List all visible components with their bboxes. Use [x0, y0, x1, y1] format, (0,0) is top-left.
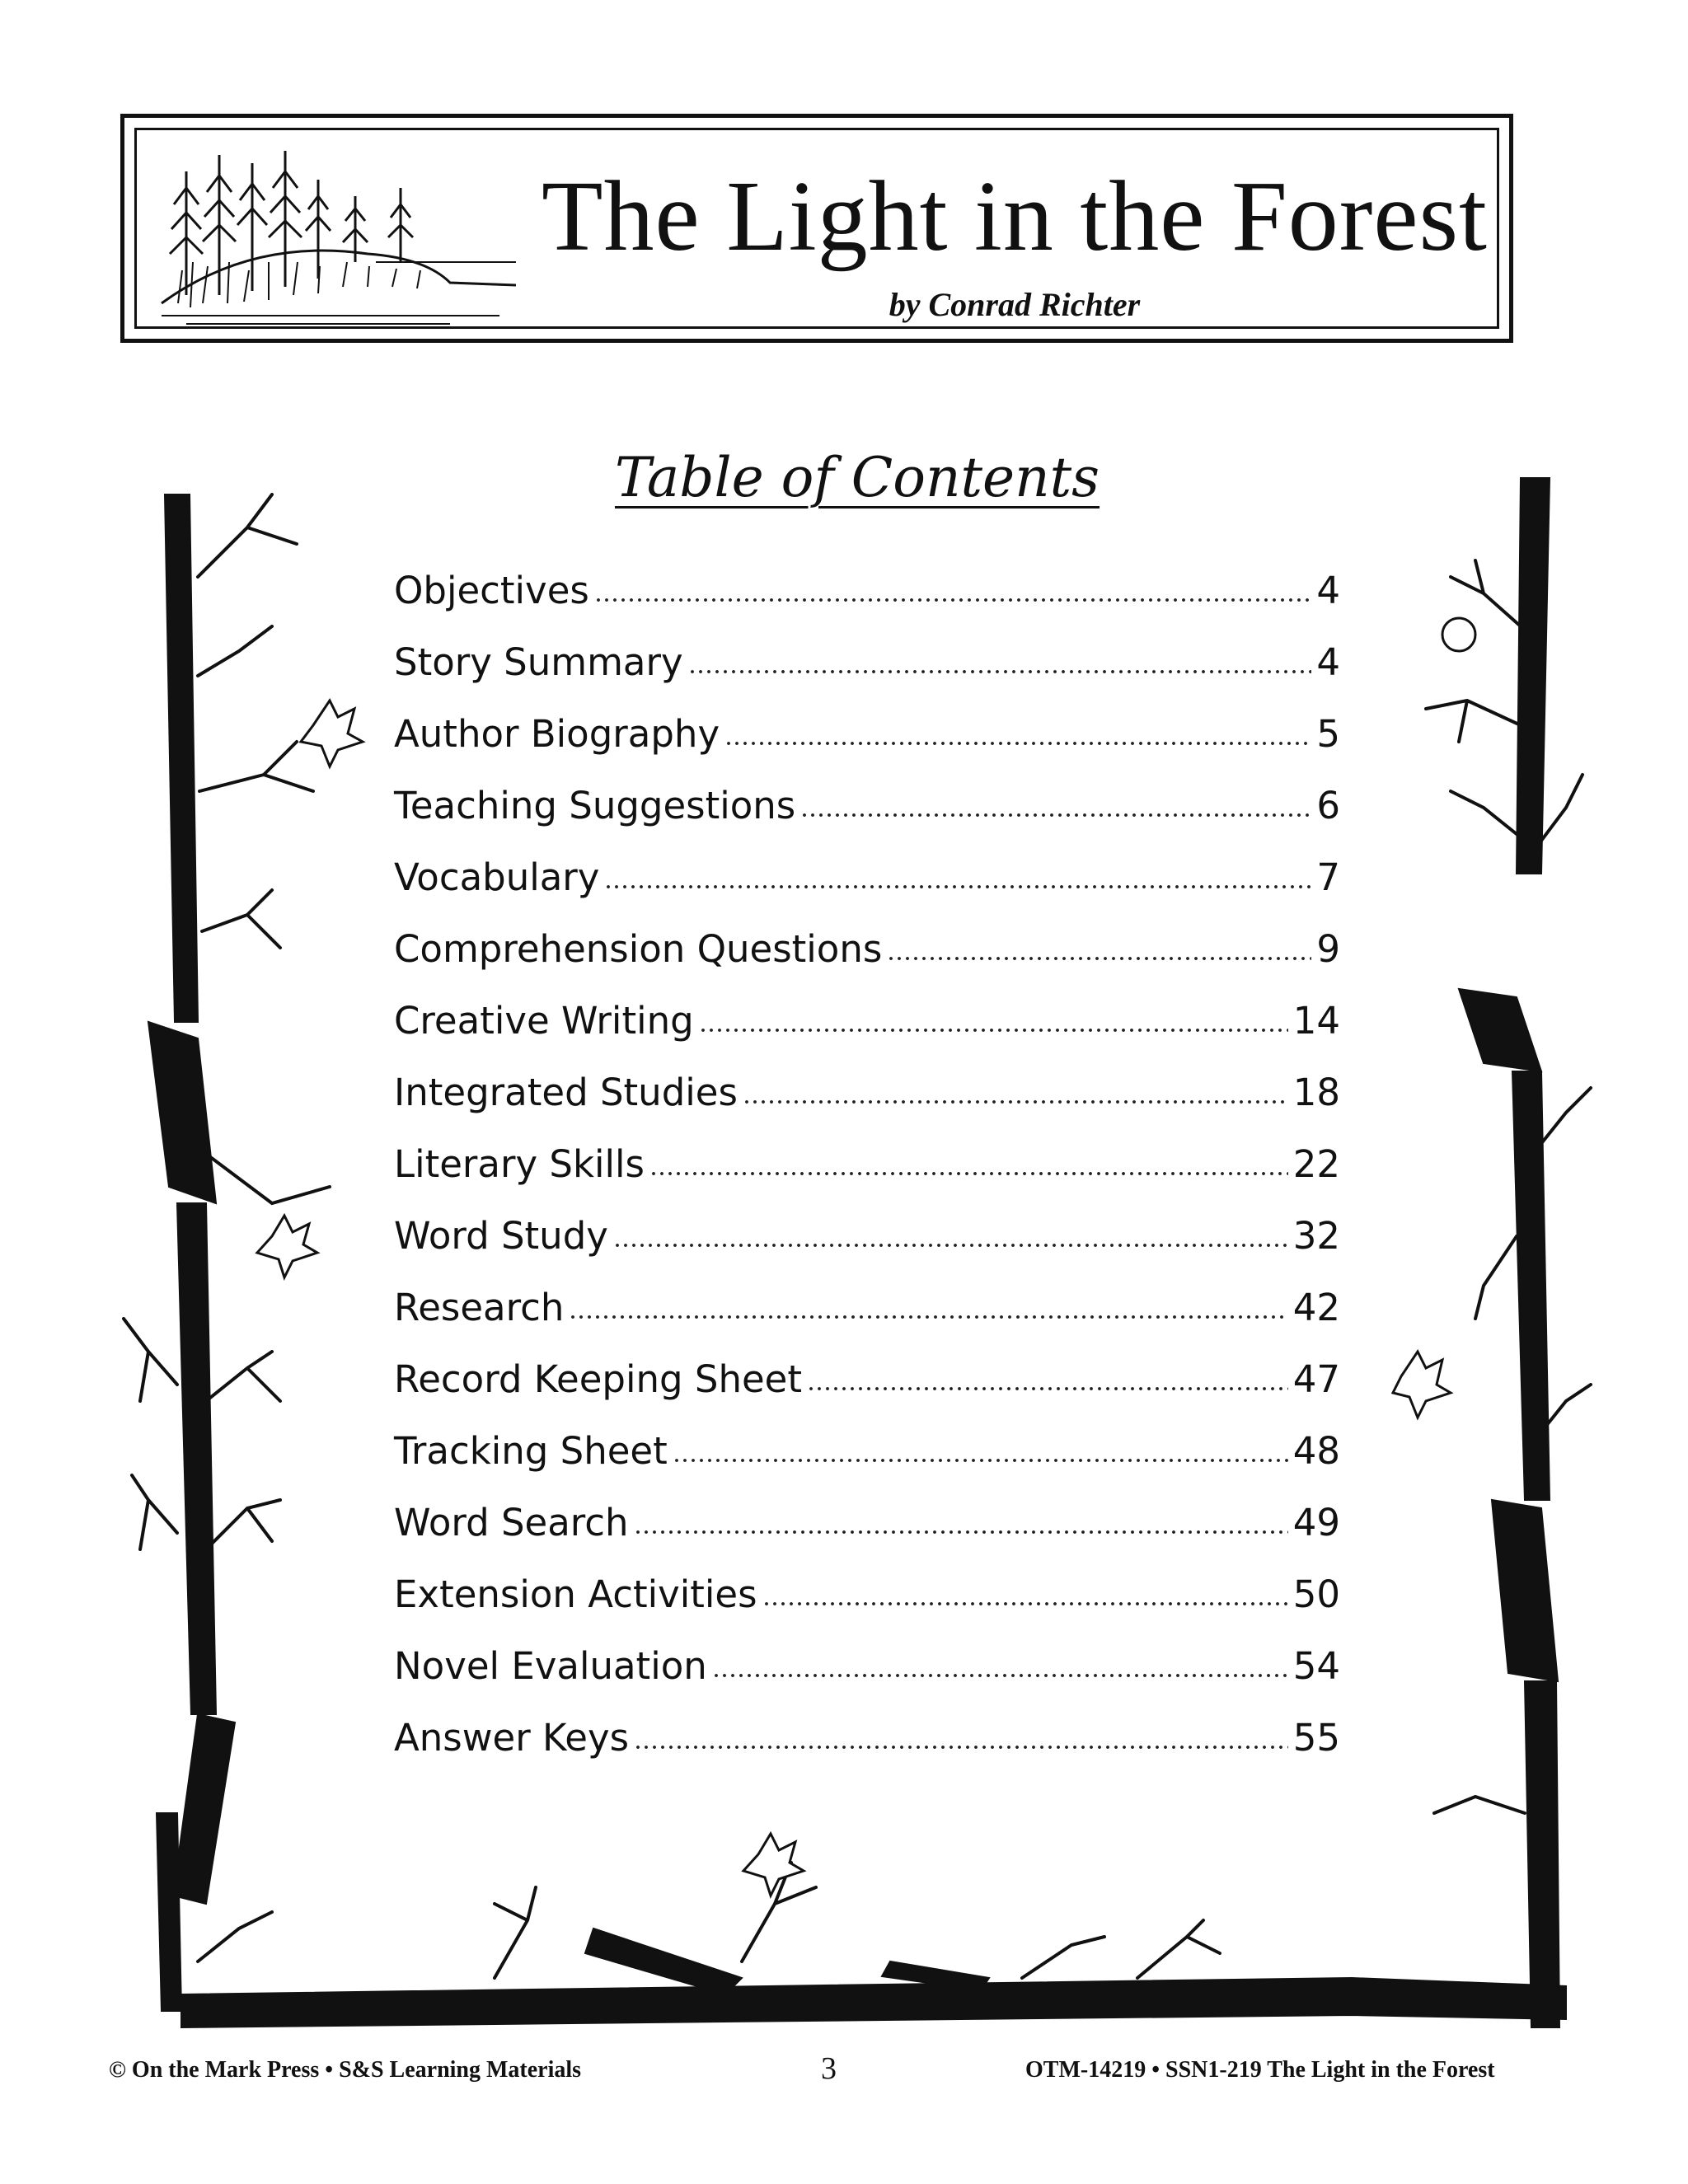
- book-title: The Light in the Forest: [542, 161, 1488, 272]
- toc-entry[interactable]: [394, 1716, 1340, 1788]
- toc-entry[interactable]: [394, 569, 1340, 640]
- toc-entry[interactable]: [394, 640, 1340, 712]
- toc-entry[interactable]: [394, 1286, 1340, 1357]
- toc-entry-page: 54: [1292, 1644, 1340, 1688]
- toc-leader-dots: [724, 742, 1311, 745]
- toc-entry[interactable]: [394, 784, 1340, 855]
- toc-entry-title: Extension Activities: [394, 1572, 757, 1616]
- toc-entry-title: Word Search: [394, 1501, 629, 1544]
- toc-entry[interactable]: [394, 712, 1340, 784]
- toc-leader-dots: [800, 813, 1311, 817]
- toc-entry-page: 5: [1316, 712, 1340, 756]
- toc-entry-page: 14: [1292, 999, 1340, 1043]
- toc-entry[interactable]: [394, 1429, 1340, 1501]
- toc-entry-page: 42: [1292, 1286, 1340, 1329]
- toc-entry-title: Literary Skills: [394, 1142, 645, 1186]
- toc-entry[interactable]: [394, 999, 1340, 1071]
- toc-entry[interactable]: [394, 1501, 1340, 1572]
- toc-entry[interactable]: [394, 1142, 1340, 1214]
- footer-page-number: 3: [821, 2051, 837, 2086]
- toc-entry[interactable]: [394, 1572, 1340, 1644]
- toc-leader-dots: [634, 1746, 1288, 1749]
- toc-entry-page: 4: [1316, 569, 1340, 612]
- toc-entry-title: Author Biography: [394, 712, 720, 756]
- toc-entry-page: 6: [1316, 784, 1340, 827]
- toc-leader-dots: [604, 885, 1311, 888]
- forest-landscape-illustration: [153, 138, 516, 328]
- footer-copyright: © On the Mark Press • S&S Learning Materials: [109, 2057, 582, 2083]
- toc-entry[interactable]: [394, 855, 1340, 927]
- toc-entry[interactable]: [394, 1071, 1340, 1142]
- toc-leader-dots: [649, 1172, 1288, 1175]
- toc-entry-page: 7: [1316, 855, 1340, 899]
- toc-entry[interactable]: [394, 1357, 1340, 1429]
- toc-list: [394, 569, 1340, 1788]
- toc-entry[interactable]: [394, 1214, 1340, 1286]
- toc-entry-page: 32: [1292, 1214, 1340, 1258]
- toc-entry-title: Vocabulary: [394, 855, 600, 899]
- toc-entry-page: 9: [1316, 927, 1340, 971]
- toc-entry-page: 50: [1292, 1572, 1340, 1616]
- toc-entry-title: Creative Writing: [394, 999, 694, 1043]
- toc-leader-dots: [743, 1100, 1288, 1104]
- toc-entry-title: Objectives: [394, 569, 589, 612]
- toc-entry[interactable]: [394, 927, 1340, 999]
- toc-heading: Table of Contents: [614, 446, 1100, 509]
- toc-entry-page: 4: [1316, 640, 1340, 684]
- toc-entry-title: Integrated Studies: [394, 1071, 738, 1114]
- title-banner-inner-frame: [134, 128, 1499, 329]
- toc-entry-page: 18: [1292, 1071, 1340, 1114]
- toc-leader-dots: [594, 598, 1312, 602]
- toc-leader-dots: [699, 1029, 1288, 1032]
- toc-entry-title: Tracking Sheet: [394, 1429, 668, 1473]
- toc-leader-dots: [807, 1387, 1288, 1390]
- toc-entry-title: Answer Keys: [394, 1716, 630, 1760]
- toc-entry-title: Research: [394, 1286, 565, 1329]
- toc-entry-page: 48: [1292, 1429, 1340, 1473]
- toc-entry[interactable]: [394, 1644, 1340, 1716]
- toc-leader-dots: [634, 1530, 1288, 1534]
- toc-entry-page: 49: [1292, 1501, 1340, 1544]
- toc-entry-title: Word Study: [394, 1214, 608, 1258]
- toc-leader-dots: [688, 670, 1312, 673]
- toc-entry-title: Story Summary: [394, 640, 683, 684]
- toc-entry-title: Novel Evaluation: [394, 1644, 707, 1688]
- toc-leader-dots: [613, 1244, 1288, 1247]
- toc-entry-page: 22: [1292, 1142, 1340, 1186]
- title-banner: [120, 114, 1513, 343]
- toc-leader-dots: [569, 1315, 1287, 1319]
- footer-product-code: OTM-14219 • SSN1-219 The Light in the Forest: [1025, 2057, 1495, 2083]
- toc-entry-title: Comprehension Questions: [394, 927, 883, 971]
- toc-entry-page: 55: [1292, 1716, 1340, 1760]
- toc-entry-page: 47: [1292, 1357, 1340, 1401]
- toc-leader-dots: [762, 1602, 1288, 1605]
- toc-entry-title: Teaching Suggestions: [394, 784, 796, 827]
- toc-leader-dots: [673, 1459, 1288, 1462]
- toc-entry-title: Record Keeping Sheet: [394, 1357, 802, 1401]
- toc-leader-dots: [887, 957, 1311, 960]
- book-author: by Conrad Richter: [889, 286, 1141, 323]
- toc-leader-dots: [712, 1674, 1288, 1677]
